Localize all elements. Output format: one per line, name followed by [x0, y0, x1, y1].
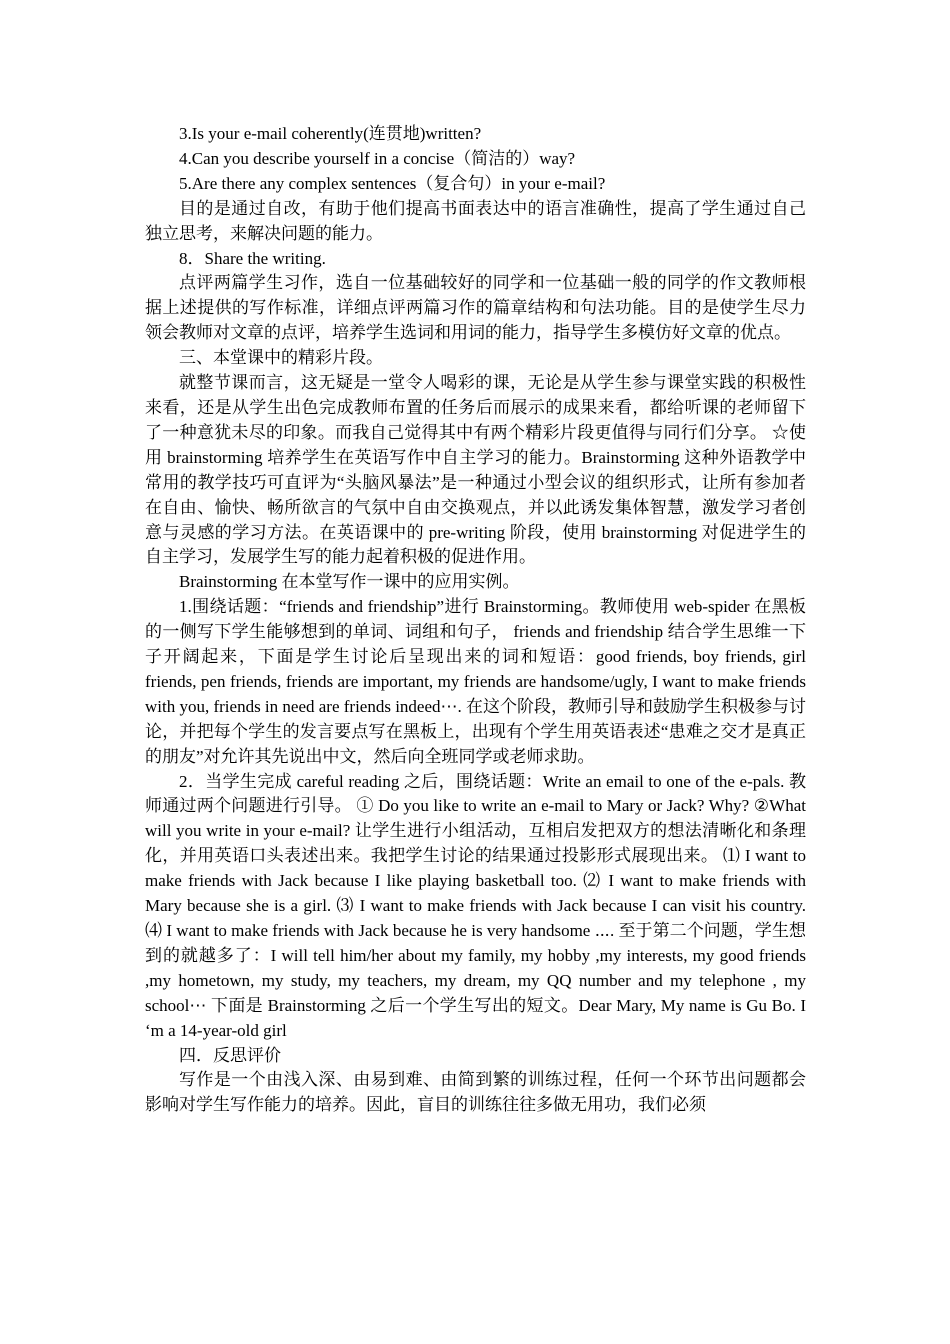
body-paragraph: 2．当学生完成 careful reading 之后，围绕话题：Write an email to one of the e-pals. 教师通过两个问题进行引导。 ① Do you like to write an e-mail to Mary or Jack? Why? ②What will you write in your e-mail? 让学生进行小组活动，互相启发把双方的想法清晰化和条理化，并用英语口头表述出来。我把学生讨论的结果通过投影形式展现出来。 ⑴ I want to make friends with Jack because I like playing basketball too. ⑵ I want to make friends with Mary because she is a girl. ⑶ I want to make friends with Jack because I can visit his country. ⑷ I want to make friends with Jack because he is very handsome ⋯. 至于第二个问题，学生想到的就越多了：I will tell him/her about my family, my hobby ,my interests, my good friends ,my hometown, my study, my teachers, my dream, my QQ number and my telephone , my school⋯ 下面是 Brainstorming 之后一个学生写出的短文。Dear Mary, My name is Gu Bo. I ‘m a 14-year-old girl: [145, 771, 806, 1040]
checklist-item-4: 4.Can you describe yourself in a concise（简洁的）way?: [179, 148, 576, 168]
body-paragraph: 写作是一个由浅入深、由易到难、由简到繁的训练过程，任何一个环节出问题都会影响对学生写作能力的培养。因此，盲目的训练往往多做无用功，我们必须: [145, 1070, 806, 1115]
body-paragraph: 1.围绕话题：“friends and friendship”进行 Brainstorming。教师使用 web-spider 在黑板的一侧写下学生能够想到的单词、词组和句子， friends and friendship 结合学生思维一下子开阔起来，下面是学生讨论后呈现出来的词和短语：good friends, boy friends, girl friends, pen friends, friends are important, my friends are handsome/ugly, I want to make friends with you, friends in need are friends indeed⋯. 在这个阶段，教师引导和鼓励学生积极参与讨论，并把每个学生的发言要点写在黑板上，出现有个学生用英语表述“患难之交才是真正的朋友”对允许其先说出中文，然后向全班同学或老师求助。: [145, 597, 807, 766]
body-paragraph: 就整节课而言，这无疑是一堂令人喝彩的课，无论是从学生参与课堂实践的积极性来看，还是从学生出色完成教师布置的任务后而展示的成果来看，都给听课的老师留下了一种意犹未尽的印象。而我自己觉得其中有两个精彩片段更值得与同行们分享。 ☆使用 brainstorming 培养学生在英语写作中自主学习的能力。Brainstorming 这种外语教学中常用的教学技巧可直评为“头脑风暴法”是一种通过小型会议的组织形式，让所有参加者在自由、愉快、畅所欲言的气氛中自由交换观点，并以此诱发集体智慧，激发学习者创意与灵感的学习方法。在英语课中的 pre-writing 阶段，使用 brainstorming 对促进学生的自主学习，发展学生写的能力起着积极的促进作用。: [145, 373, 806, 567]
step-heading: 8．Share the writing.: [179, 248, 326, 268]
section-heading: 四．反思评价: [179, 1045, 281, 1065]
body-paragraph: Brainstorming 在本堂写作一课中的应用实例。: [179, 572, 520, 592]
checklist-item-3: 3.Is your e-mail coherently(连贯地)written?: [179, 124, 482, 143]
body-paragraph: 目的是通过自改，有助于他们提高书面表达中的语言准确性，提高了学生通过自己独立思考，来解决问题的能力。: [145, 198, 806, 243]
document-page: [145, 122, 806, 1118]
body-paragraph: 点评两篇学生习作，选自一位基础较好的同学和一位基础一般的同学的作文教师根据上述提供的写作标准，详细点评两篇习作的篇章结构和句法功能。目的是使学生尽力领会教师对文章的点评，培养学生选词和用词的能力，指导学生多模仿好文章的优点。: [145, 273, 806, 343]
section-heading: 三、本堂课中的精彩片段。: [179, 348, 383, 368]
checklist-item-5: 5.Are there any complex sentences（复合句）in your e-mail?: [179, 173, 606, 193]
